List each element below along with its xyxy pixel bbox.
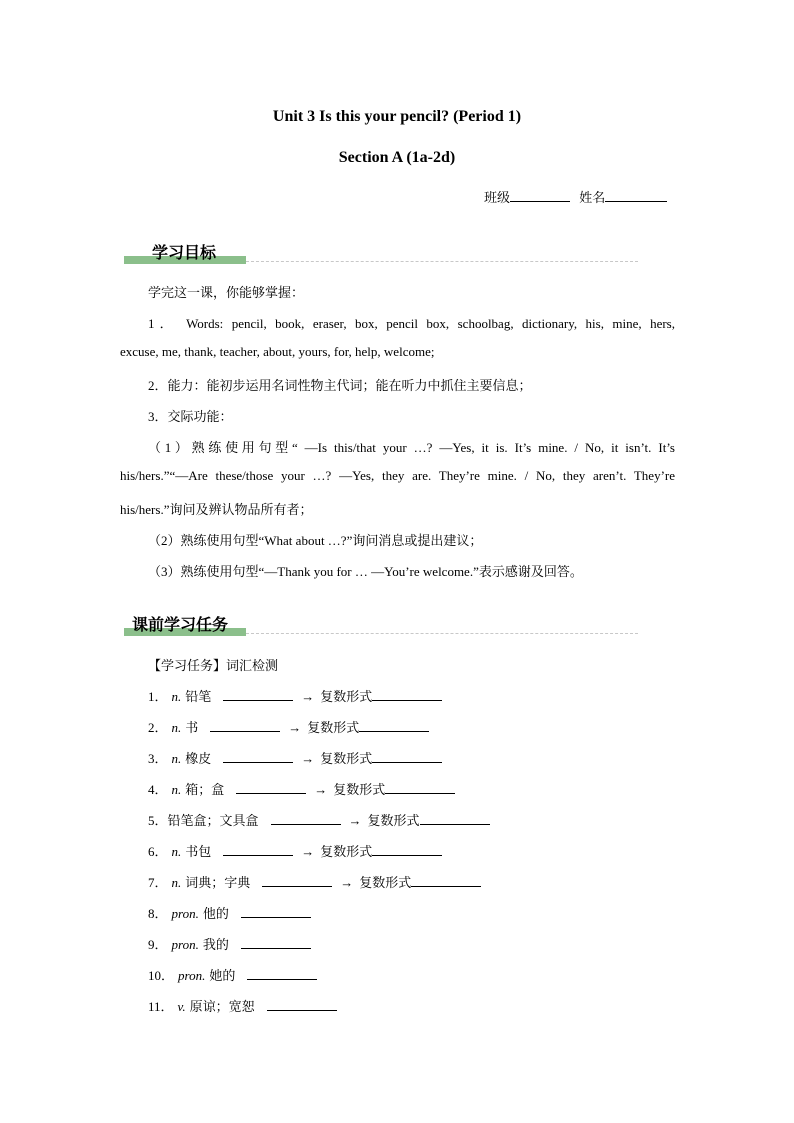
tasks-heading-label: 课前学习任务 [132, 615, 229, 634]
answer-blank[interactable] [223, 686, 293, 701]
plural-label: 复数形式 [333, 782, 386, 797]
vocab-number: 2． [148, 720, 168, 735]
vocab-meaning: 他的 [202, 906, 229, 921]
answer-blank[interactable] [241, 903, 311, 918]
answer-blank[interactable] [223, 748, 293, 763]
arrow-icon: → [288, 720, 302, 735]
answer-blank[interactable] [236, 779, 306, 794]
vocab-meaning: 铅笔 [185, 689, 212, 704]
plural-blank[interactable] [359, 717, 429, 732]
vocab-number: 5． [148, 813, 168, 828]
vocab-item [148, 872, 481, 891]
arrow-icon: → [301, 689, 315, 704]
objective-3: 3．交际功能： [148, 409, 233, 424]
task-title: 【学习任务】词汇检测 [148, 658, 279, 673]
vocab-meaning: 书包 [185, 844, 212, 859]
vocab-number: 10． [148, 968, 175, 983]
objective-3-sub1-line3: his/hers.”询问及辨认物品所有者； [120, 502, 313, 517]
answer-blank[interactable] [271, 810, 341, 825]
vocab-part-of-speech: n. [171, 844, 182, 859]
plural-label: 复数形式 [320, 844, 373, 859]
vocab-part-of-speech: pron. [171, 937, 199, 952]
plural-label: 复数形式 [320, 751, 373, 766]
answer-blank[interactable] [241, 934, 311, 949]
vocab-meaning: 词典；字典 [185, 875, 251, 890]
plural-label: 复数形式 [307, 720, 360, 735]
plural-label: 复数形式 [359, 875, 412, 890]
objective-1-line1: 1． Words: pencil, book, eraser, box, pencil box, schoolbag, dictionary, his, mine, hers, [148, 316, 675, 331]
vocab-meaning: 书 [185, 720, 199, 735]
vocab-meaning: 箱；盒 [185, 782, 225, 797]
arrow-icon: → [348, 813, 362, 828]
plural-blank[interactable] [372, 748, 442, 763]
vocab-part-of-speech: pron. [178, 968, 206, 983]
vocab-part-of-speech: n. [171, 751, 182, 766]
vocab-item [148, 841, 442, 860]
answer-blank[interactable] [247, 965, 317, 980]
vocab-item [148, 717, 429, 736]
vocab-number: 1． [148, 689, 168, 704]
answer-blank[interactable] [262, 872, 332, 887]
vocab-meaning: 我的 [202, 937, 229, 952]
vocab-part-of-speech: n. [171, 689, 182, 704]
vocab-number: 6． [148, 844, 168, 859]
vocab-meaning: 原谅；宽恕 [189, 999, 255, 1014]
plural-label: 复数形式 [320, 689, 373, 704]
arrow-icon: → [314, 782, 328, 797]
objective-3-sub1-line1: （1）熟练使用句型“ —Is this/that your …? —Yes, it is. It’s mine. / No, it isn’t. It’s [148, 440, 675, 455]
vocab-number: 11． [148, 999, 174, 1014]
objectives-heading [118, 236, 638, 270]
vocab-item [148, 965, 317, 984]
vocab-number: 8． [148, 906, 168, 921]
vocab-number: 7． [148, 875, 168, 890]
name-blank[interactable] [605, 187, 667, 202]
vocab-part-of-speech: n. [171, 875, 182, 890]
vocab-item [148, 748, 442, 767]
page-title: Unit 3 Is this your pencil? (Period 1) [272, 108, 522, 125]
objective-3-sub2: （2）熟练使用句型“What about …?”询问消息或提出建议； [148, 533, 483, 548]
vocab-item [148, 779, 455, 798]
objective-2: 2．能力：能初步运用名词性物主代词；能在听力中抓住主要信息； [148, 378, 532, 393]
arrow-icon: → [340, 875, 354, 890]
vocab-item [148, 903, 311, 922]
answer-blank[interactable] [267, 996, 337, 1011]
objective-3-sub3: （3）熟练使用句型“—Thank you for … —You’re welcome.”表示感谢及回答。 [148, 564, 583, 579]
class-blank[interactable] [510, 187, 570, 202]
vocab-item [148, 686, 442, 705]
plural-blank[interactable] [385, 779, 455, 794]
student-info [484, 187, 667, 206]
objective-3-sub1-line2: his/hers.”“—Are these/those your …? —Yes, they are. They’re mine. / No, they aren’t. They’re [120, 468, 675, 483]
plural-blank[interactable] [411, 872, 481, 887]
vocab-item [148, 810, 490, 829]
answer-blank[interactable] [210, 717, 280, 732]
name-label: 姓名 [579, 190, 606, 205]
vocab-meaning: 橡皮 [185, 751, 212, 766]
objectives-intro: 学完这一课，你能够掌握： [148, 285, 305, 300]
vocab-part-of-speech: pron. [171, 906, 199, 921]
arrow-icon: → [301, 844, 315, 859]
vocab-number: 3． [148, 751, 168, 766]
vocab-part-of-speech: n. [171, 782, 182, 797]
vocab-meaning: 她的 [209, 968, 236, 983]
heading-divider [246, 633, 638, 634]
tasks-heading [118, 608, 638, 642]
section-subtitle: Section A (1a-2d) [338, 149, 456, 166]
answer-blank[interactable] [223, 841, 293, 856]
vocab-item [148, 934, 311, 953]
class-label: 班级 [484, 190, 511, 205]
vocab-number: 9． [148, 937, 168, 952]
vocab-part-of-speech: v. [177, 999, 186, 1014]
plural-blank[interactable] [372, 686, 442, 701]
vocab-part-of-speech: n. [171, 720, 182, 735]
objectives-heading-label: 学习目标 [152, 243, 217, 262]
plural-blank[interactable] [420, 810, 490, 825]
arrow-icon: → [301, 751, 315, 766]
vocab-meaning: 铅笔盒；文具盒 [167, 813, 259, 828]
plural-label: 复数形式 [367, 813, 420, 828]
vocab-number: 4． [148, 782, 168, 797]
plural-blank[interactable] [372, 841, 442, 856]
objective-1-line2: excuse, me, thank, teacher, about, yours, for, help, welcome; [120, 344, 435, 359]
vocab-item [148, 996, 337, 1015]
heading-divider [246, 261, 638, 262]
